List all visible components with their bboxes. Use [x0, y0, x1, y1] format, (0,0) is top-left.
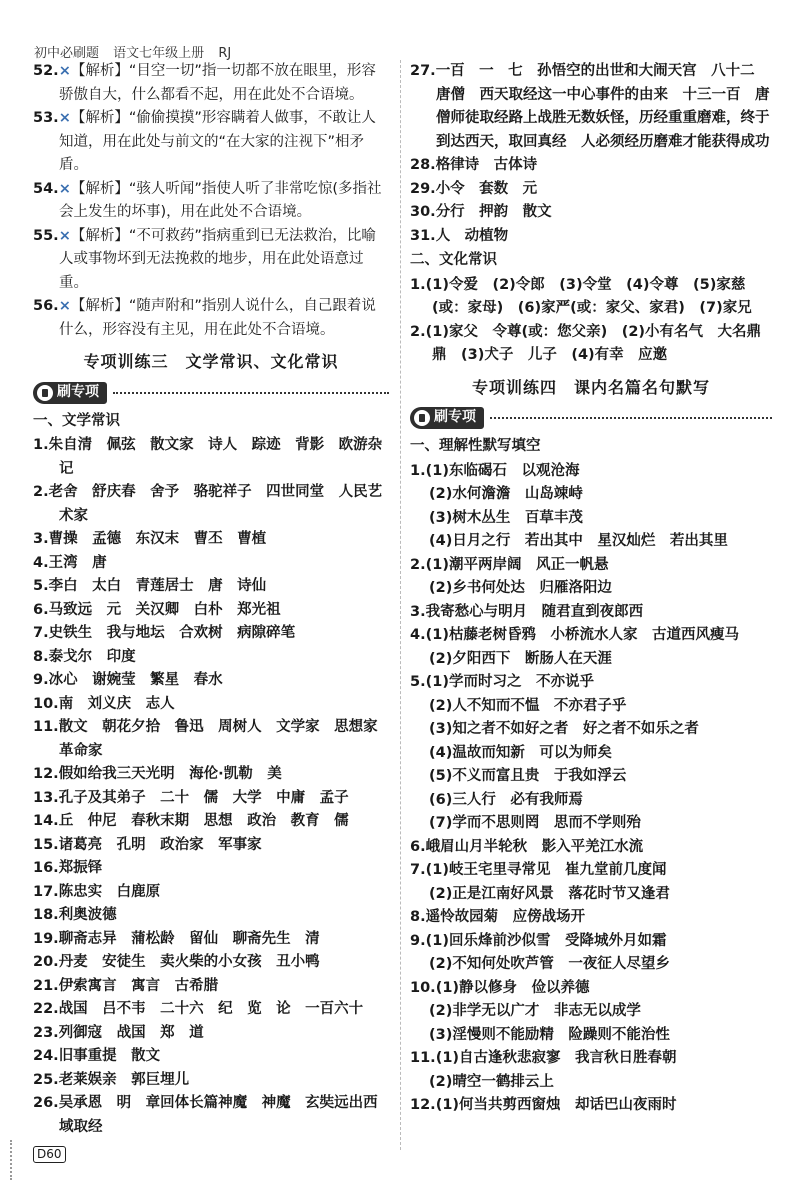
item-number: 24. — [33, 1048, 59, 1064]
answer-line — [410, 577, 772, 601]
item-number: 9. — [33, 672, 49, 688]
line-text: (2)正是江南好风景 落花时节又逢君 — [429, 885, 670, 902]
item-text: 史铁生 我与地坛 合欢树 病隙碎笔 — [48, 625, 296, 641]
item-number: 2. — [410, 323, 426, 340]
answer-item — [410, 321, 772, 368]
page-number: D60 — [33, 1146, 66, 1163]
item-text: 列御寇 战国 郑 道 — [58, 1024, 204, 1041]
answer-item — [33, 975, 389, 999]
item-text: 曹操 孟德 东汉末 曹丕 曹植 — [48, 531, 267, 547]
brush-badge — [33, 382, 107, 404]
answer-item — [33, 951, 389, 975]
line-text: (2)晴空一鹤排云上 — [429, 1073, 554, 1090]
answer-list-27-31 — [410, 60, 772, 248]
answer-line — [410, 1094, 772, 1118]
item-text: 郑振铎 — [58, 860, 103, 876]
answer-item — [33, 998, 389, 1022]
answer-line — [410, 507, 772, 531]
edition-label: RJ — [218, 46, 232, 61]
item-number: 53. — [33, 110, 59, 126]
sub-heading-literature: 一、文学常识 — [33, 412, 120, 429]
item-text: 老莱娱亲 郭巨埋儿 — [58, 1071, 190, 1088]
item-number: 9. — [410, 932, 426, 949]
running-header — [34, 42, 241, 61]
item-number: 3. — [410, 603, 426, 620]
line-text: (1)回乐烽前沙似雪 受降城外月如霜 — [425, 932, 667, 949]
answer-item — [33, 481, 389, 528]
answer-line — [410, 765, 772, 789]
answer-item — [410, 201, 772, 225]
answer-line — [410, 1024, 772, 1048]
item-number: 30. — [410, 204, 436, 220]
line-text: (1)何当共剪西窗烛 却话巴山夜雨时 — [435, 1097, 677, 1113]
badge-label: 刷专项 — [434, 409, 476, 426]
line-text: (2)水何澹澹 山岛竦峙 — [429, 486, 583, 502]
line-text: 峨眉山月半轮秋 影入平羌江水流 — [425, 838, 644, 855]
badge-row — [410, 405, 772, 431]
answer-item — [410, 225, 772, 249]
answer-line — [410, 530, 772, 554]
line-text: (4)温故而知新 可以为师矣 — [429, 744, 612, 761]
answer-line — [410, 859, 772, 883]
item-number: 4. — [410, 627, 426, 643]
item-number: 27. — [410, 63, 436, 79]
item-number: 22. — [33, 1001, 59, 1017]
answer-item — [33, 178, 389, 225]
answer-item — [33, 669, 389, 693]
item-number: 7. — [410, 862, 426, 878]
item-number: 55. — [33, 227, 59, 244]
item-number: 31. — [410, 227, 436, 244]
item-number: 20. — [33, 954, 59, 970]
sub-heading-culture: 二、文化常识 — [410, 252, 497, 268]
corner-decoration — [10, 1140, 26, 1180]
item-number: 12. — [410, 1097, 436, 1113]
answer-item — [410, 178, 772, 202]
item-number: 23. — [33, 1024, 59, 1041]
answer-line — [410, 883, 772, 907]
item-number: 5. — [33, 578, 49, 594]
line-text: (3)知之者不如好之者 好之者不如乐之者 — [429, 721, 699, 737]
item-number: 4. — [33, 554, 49, 571]
answer-item — [33, 528, 389, 552]
item-number: 29. — [410, 180, 436, 197]
recitation-answers — [410, 460, 772, 1118]
item-number: 21. — [33, 977, 59, 994]
answer-line — [410, 648, 772, 672]
item-number: 3. — [33, 531, 49, 547]
answer-item — [33, 646, 389, 670]
answer-item — [33, 295, 389, 342]
line-text: (2)不知何处吹芦管 一夜征人尽望乡 — [429, 956, 670, 972]
brush-icon — [37, 385, 53, 401]
item-text: 格律诗 古体诗 — [435, 157, 538, 173]
item-text: 战国 吕不韦 二十六 纪 览 论 一百六十 — [58, 1001, 364, 1017]
item-number: 10. — [410, 979, 436, 996]
line-text: (1)东临碣石 以观沧海 — [425, 462, 580, 479]
item-number: 1. — [410, 462, 426, 479]
left-column — [33, 60, 393, 1139]
answer-item — [410, 60, 772, 154]
item-number: 18. — [33, 907, 59, 923]
line-text: (2)乡书何处达 归雁洛阳边 — [429, 580, 612, 596]
answer-line — [410, 836, 772, 860]
item-text: 【解析】“骇人听闻”指使人听了非常吃惊(多指社会上发生的坏事)，用在此处不合语境。 — [59, 180, 382, 220]
item-text: 一百 一 七 孙悟空的出世和大闹天宫 八十二 唐僧 西天取经这一中心事件的由来 十三一百 唐僧师徒取经路上战胜无数妖怪，历经重重磨难，终于到达西天，取回真经 人必须经历磨难才能获得成功 — [435, 63, 770, 150]
item-number: 15. — [33, 836, 59, 853]
item-text: (1)家父 令尊(或：您父亲) (2)小有名气 大名鼎鼎 (3)犬子 儿子 (4)有幸 应邀 — [425, 323, 762, 363]
culture-answers — [410, 274, 772, 368]
answer-item — [410, 274, 772, 321]
item-number: 6. — [33, 601, 49, 618]
item-number: 12. — [33, 766, 59, 782]
item-number: 56. — [33, 298, 59, 314]
answer-item — [33, 716, 393, 763]
item-number: 10. — [33, 695, 59, 712]
item-text: 利奥波德 — [58, 907, 117, 923]
answer-item — [33, 693, 389, 717]
item-text: 分行 押韵 散文 — [435, 204, 552, 220]
item-number: 8. — [410, 909, 426, 925]
item-number: 17. — [33, 883, 59, 900]
dotted-rule — [113, 392, 389, 394]
answer-item — [33, 434, 389, 481]
wrong-mark-icon: × — [58, 227, 71, 244]
item-number: 11. — [410, 1050, 436, 1066]
answer-item — [33, 107, 389, 178]
answer-item — [33, 881, 389, 905]
line-text: (3)淫慢则不能励精 险躁则不能治性 — [429, 1026, 670, 1043]
item-number: 16. — [33, 860, 59, 876]
answer-item — [33, 1069, 389, 1093]
answer-item — [33, 810, 389, 834]
item-text: 陈忠实 白鹿原 — [58, 883, 161, 900]
item-number: 7. — [33, 625, 49, 641]
answer-line — [410, 483, 772, 507]
item-number: 2. — [410, 556, 426, 573]
item-text: 吴承恩 明 章回体长篇神魔 神魔 玄奘远出西域取经 — [58, 1095, 378, 1135]
answer-line — [410, 977, 772, 1001]
line-text: (6)三人行 必有我师焉 — [429, 791, 583, 808]
item-text: 假如给我三天光明 海伦·凯勒 美 — [58, 766, 282, 782]
item-text: 老舍 舒庆春 舍予 骆驼祥子 四世同堂 人民艺术家 — [48, 484, 383, 524]
item-number: 54. — [33, 180, 59, 197]
wrong-mark-icon: × — [58, 63, 71, 79]
answer-item — [33, 552, 389, 576]
item-text: 旧事重提 散文 — [58, 1048, 161, 1064]
line-text: (5)不义而富且贵 于我如浮云 — [429, 768, 627, 784]
line-text: (3)树木丛生 百草丰茂 — [429, 509, 583, 526]
answer-list-52-56 — [33, 60, 389, 342]
line-text: (2)人不知而不愠 不亦君子乎 — [429, 697, 627, 714]
line-text: (2)非学无以广才 非志无以成学 — [429, 1003, 641, 1019]
subject-name: 语文七年级上册 — [113, 46, 205, 61]
badge-row — [33, 380, 389, 406]
line-text: (1)静以修身 俭以养德 — [435, 979, 590, 996]
item-number: 28. — [410, 157, 436, 173]
item-number: 13. — [33, 789, 59, 806]
item-text: 【解析】“随声附和”指别人说什么，自己跟着说什么，形容没有主见，用在此处不合语境。 — [59, 298, 376, 338]
answer-line — [410, 812, 772, 836]
item-number: 8. — [33, 648, 49, 665]
item-text: 李白 太白 青莲居士 唐 诗仙 — [48, 578, 267, 594]
answer-line — [410, 789, 772, 813]
brush-badge — [410, 407, 484, 429]
item-text: (1)令爱 (2)令郎 (3)令堂 (4)令尊 (5)家慈(或：家母) (6)家严(或：家父、家君) (7)家兄 — [425, 276, 752, 316]
answer-line — [410, 742, 772, 766]
answer-item — [33, 599, 389, 623]
item-number: 25. — [33, 1071, 59, 1088]
answer-line — [410, 1047, 772, 1071]
wrong-mark-icon: × — [58, 110, 71, 126]
line-text: (1)枯藤老树昏鸦 小桥流水人家 古道西风瘦马 — [425, 627, 739, 643]
item-text: 丹麦 安徒生 卖火柴的小女孩 丑小鸭 — [58, 954, 320, 970]
right-column — [410, 60, 772, 1118]
answer-item — [33, 225, 389, 296]
line-text: (1)潮平两岸阔 风正一帆悬 — [425, 556, 609, 573]
answer-item — [410, 154, 772, 178]
item-text: 朱自清 佩弦 散文家 诗人 踪迹 背影 欧游杂记 — [48, 437, 383, 477]
answer-line — [410, 554, 772, 578]
item-text: 小令 套数 元 — [435, 180, 538, 197]
line-text: (7)学而不思则罔 思而不学则殆 — [429, 815, 641, 831]
answer-item — [33, 928, 389, 952]
answer-item — [33, 763, 389, 787]
answer-line — [410, 671, 772, 695]
item-number: 1. — [33, 437, 49, 453]
literature-answers — [33, 434, 393, 1139]
answer-item — [33, 1045, 389, 1069]
answer-line — [410, 906, 772, 930]
answer-line — [410, 718, 772, 742]
answer-line — [410, 460, 772, 484]
line-text: 遥怜故园菊 应傍战场开 — [425, 909, 586, 925]
section-title-3: 专项训练三 文学常识、文化常识 — [83, 352, 339, 371]
section-title-4: 专项训练四 课内名篇名句默写 — [471, 377, 710, 397]
sub-heading-recitation: 一、理解性默写填空 — [410, 438, 541, 454]
item-text: 南 刘义庆 志人 — [58, 695, 175, 712]
item-number: 52. — [33, 63, 59, 79]
answer-item — [33, 834, 389, 858]
answer-item — [33, 1022, 389, 1046]
item-number: 26. — [33, 1095, 59, 1111]
line-text: (1)自古逢秋悲寂寥 我言秋日胜春朝 — [435, 1050, 677, 1066]
column-divider — [400, 60, 401, 1150]
item-text: 丘 仲尼 春秋末期 思想 政治 教育 儒 — [58, 813, 349, 829]
item-text: 诸葛亮 孔明 政治家 军事家 — [58, 836, 262, 853]
answer-line — [410, 1000, 772, 1024]
series-name: 初中必刷题 — [34, 46, 100, 61]
item-text: 泰戈尔 印度 — [48, 648, 136, 665]
answer-item — [33, 904, 389, 928]
item-number: 2. — [33, 484, 49, 500]
item-text: 【解析】“偷偷摸摸”形容瞒着人做事，不敢让人知道，用在此处与前文的“在大家的注视下”相矛盾。 — [59, 110, 376, 173]
answer-item — [33, 787, 389, 811]
answer-item — [33, 60, 389, 107]
answer-line — [410, 624, 772, 648]
item-text: 【解析】“目空一切”指一切都不放在眼里，形容骄傲自大，什么都看不起，用在此处不合语境。 — [59, 63, 376, 103]
answer-item — [33, 1092, 389, 1139]
answer-line — [410, 695, 772, 719]
item-text: 孔子及其弟子 二十 儒 大学 中庸 孟子 — [58, 789, 349, 806]
item-number: 11. — [33, 719, 59, 735]
item-text: 王湾 唐 — [48, 554, 107, 571]
item-text: 马致远 元 关汉卿 白朴 郑光祖 — [48, 601, 281, 618]
line-text: 我寄愁心与明月 随君直到夜郎西 — [425, 603, 644, 620]
item-text: 【解析】“不可救药”指病重到已无法救治，比喻人或事物坏到无法挽救的地步，用在此处语意过重。 — [59, 227, 376, 291]
answer-line — [410, 953, 772, 977]
answer-item — [33, 575, 389, 599]
answer-item — [33, 857, 389, 881]
answer-line — [410, 930, 772, 954]
wrong-mark-icon: × — [58, 180, 71, 197]
wrong-mark-icon: × — [58, 298, 71, 314]
item-text: 冰心 谢婉莹 繁星 春水 — [48, 672, 223, 688]
item-text: 人 动植物 — [435, 227, 509, 244]
item-number: 1. — [410, 276, 426, 293]
item-text: 聊斋志异 蒲松龄 留仙 聊斋先生 清 — [58, 930, 320, 947]
dotted-rule — [490, 417, 772, 419]
answer-line — [410, 1071, 772, 1095]
answer-item — [33, 622, 389, 646]
line-text: (2)夕阳西下 断肠人在天涯 — [429, 650, 612, 667]
item-number: 6. — [410, 838, 426, 855]
line-text: (1)学而时习之 不亦说乎 — [425, 674, 594, 690]
item-number: 5. — [410, 674, 426, 690]
item-number: 14. — [33, 813, 59, 829]
line-text: (4)日月之行 若出其中 星汉灿烂 若出其里 — [429, 533, 728, 549]
line-text: (1)岐王宅里寻常见 崔九堂前几度闻 — [425, 862, 667, 878]
item-text: 散文 朝花夕拾 鲁迅 周树人 文学家 思想家 革命家 — [58, 719, 393, 759]
item-number: 19. — [33, 930, 59, 947]
brush-icon — [414, 410, 430, 426]
item-text: 伊索寓言 寓言 古希腊 — [58, 977, 219, 994]
badge-label: 刷专项 — [57, 383, 99, 400]
answer-line — [410, 601, 772, 625]
